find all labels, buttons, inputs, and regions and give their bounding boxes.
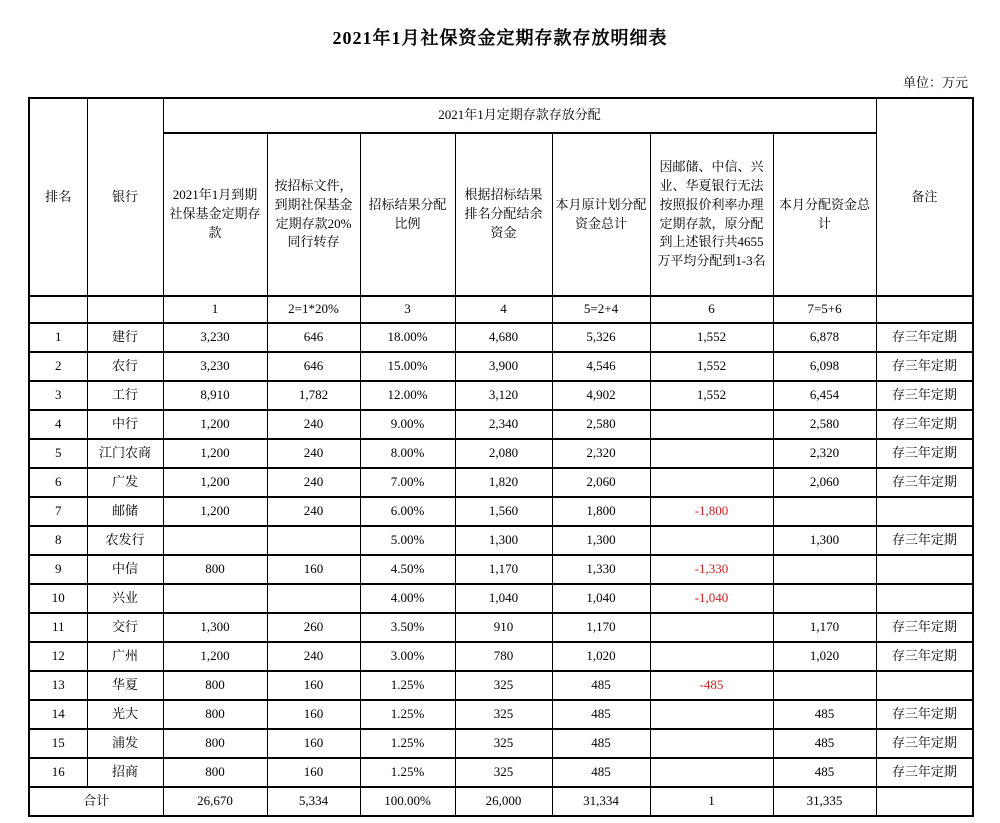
cell-c4: 1,300 [455,526,552,555]
cell-c4: 1,820 [455,468,552,497]
cell-c1: 1,200 [163,410,267,439]
cell-c3: 15.00% [360,352,455,381]
col-header-rank: 排名 [29,98,87,296]
cell-c1 [163,584,267,613]
formula-cell-3: 3 [360,296,455,323]
cell-c3: 4.00% [360,584,455,613]
cell-c6: -1,330 [650,555,773,584]
cell-bank: 广州 [87,642,163,671]
cell-c2: 160 [267,555,360,584]
cell-remark: 存三年定期 [876,439,973,468]
cell-c1 [163,526,267,555]
cell-bank: 广发 [87,468,163,497]
cell-c5: 485 [552,729,650,758]
cell-remark: 存三年定期 [876,642,973,671]
table-row [29,323,973,352]
cell-c4: 2,340 [455,410,552,439]
deposit-allocation-table [28,97,974,817]
cell-bank: 交行 [87,613,163,642]
cell-bank: 中信 [87,555,163,584]
cell-remark [876,555,973,584]
cell-c5: 5,326 [552,323,650,352]
cell-c2 [267,526,360,555]
cell-bank: 农行 [87,352,163,381]
cell-bank: 光大 [87,700,163,729]
cell-rank: 5 [29,439,87,468]
total-c6: 1 [650,787,773,816]
cell-remark [876,671,973,700]
cell-remark: 存三年定期 [876,758,973,787]
cell-bank: 农发行 [87,526,163,555]
cell-c1: 1,200 [163,439,267,468]
formula-cell-7: 7=5+6 [773,296,876,323]
table-row [29,381,973,410]
cell-c7: 485 [773,700,876,729]
cell-remark: 存三年定期 [876,323,973,352]
cell-remark: 存三年定期 [876,729,973,758]
page-title: 2021年1月社保资金定期存款存放明细表 [332,28,668,48]
cell-c2: 240 [267,439,360,468]
formula-cell-bank [87,296,163,323]
cell-rank: 1 [29,323,87,352]
formula-cell-5: 5=2+4 [552,296,650,323]
cell-remark [876,584,973,613]
cell-c2: 646 [267,352,360,381]
formula-row [29,296,973,323]
table-row [29,555,973,584]
cell-c6: 1,552 [650,323,773,352]
table-row [29,497,973,526]
cell-bank: 邮储 [87,497,163,526]
cell-c6 [650,613,773,642]
cell-c7: 6,454 [773,381,876,410]
cell-rank: 8 [29,526,87,555]
cell-c5: 4,546 [552,352,650,381]
cell-c6 [650,468,773,497]
cell-c4: 1,040 [455,584,552,613]
table-row [29,642,973,671]
total-c4: 26,000 [455,787,552,816]
cell-remark: 存三年定期 [876,410,973,439]
formula-cell-4: 4 [455,296,552,323]
cell-c5: 1,800 [552,497,650,526]
table-row [29,671,973,700]
cell-c4: 4,680 [455,323,552,352]
cell-c3: 4.50% [360,555,455,584]
cell-c2: 646 [267,323,360,352]
cell-c6 [650,439,773,468]
cell-c7: 6,878 [773,323,876,352]
cell-c3: 6.00% [360,497,455,526]
cell-bank: 中行 [87,410,163,439]
table-row [29,352,973,381]
cell-c7: 485 [773,729,876,758]
cell-c5: 1,040 [552,584,650,613]
col-header-surplus-by-rank: 根据招标结果排名分配结余资金 [455,133,552,296]
cell-c4: 325 [455,729,552,758]
cell-c3: 3.50% [360,613,455,642]
cell-c6: 1,552 [650,352,773,381]
cell-c4: 1,170 [455,555,552,584]
col-header-planned-total: 本月原计划分配资金总计 [552,133,650,296]
cell-remark: 存三年定期 [876,613,973,642]
cell-c5: 4,902 [552,381,650,410]
cell-c4: 780 [455,642,552,671]
cell-c4: 1,560 [455,497,552,526]
cell-c4: 325 [455,671,552,700]
cell-c6 [650,642,773,671]
cell-bank: 华夏 [87,671,163,700]
cell-rank: 13 [29,671,87,700]
cell-c4: 910 [455,613,552,642]
cell-c3: 7.00% [360,468,455,497]
formula-cell-remark [876,296,973,323]
cell-c1: 800 [163,700,267,729]
cell-c5: 1,330 [552,555,650,584]
table-row [29,526,973,555]
cell-c5: 2,060 [552,468,650,497]
cell-rank: 4 [29,410,87,439]
cell-c3: 1.25% [360,758,455,787]
table-row [29,468,973,497]
total-c2: 5,334 [267,787,360,816]
cell-remark: 存三年定期 [876,526,973,555]
cell-c4: 325 [455,758,552,787]
col-header-maturing-deposits: 2021年1月到期社保基金定期存款 [163,133,267,296]
cell-c1: 800 [163,671,267,700]
cell-c6 [650,700,773,729]
cell-c7: 1,300 [773,526,876,555]
cell-c6 [650,729,773,758]
cell-c2: 160 [267,700,360,729]
cell-c1: 800 [163,729,267,758]
cell-c6 [650,526,773,555]
cell-c7: 1,170 [773,613,876,642]
cell-c2: 240 [267,642,360,671]
cell-c7: 2,580 [773,410,876,439]
formula-cell-rank [29,296,87,323]
cell-rank: 2 [29,352,87,381]
cell-c4: 3,900 [455,352,552,381]
cell-c2: 260 [267,613,360,642]
col-header-20pct-redeposit: 按招标文件，到期社保基金定期存款20%同行转存 [267,133,360,296]
cell-c6: 1,552 [650,381,773,410]
cell-c2 [267,584,360,613]
cell-rank: 10 [29,584,87,613]
cell-c7 [773,584,876,613]
cell-c7: 1,020 [773,642,876,671]
cell-bank: 工行 [87,381,163,410]
cell-bank: 浦发 [87,729,163,758]
cell-rank: 11 [29,613,87,642]
cell-c5: 485 [552,700,650,729]
cell-rank: 7 [29,497,87,526]
cell-rank: 15 [29,729,87,758]
cell-c6 [650,758,773,787]
table-row [29,439,973,468]
unit-label: 单位：万元 [902,75,968,90]
cell-c2: 240 [267,410,360,439]
formula-cell-1: 1 [163,296,267,323]
cell-c7: 6,098 [773,352,876,381]
cell-remark: 存三年定期 [876,700,973,729]
table-row [29,584,973,613]
cell-c3: 12.00% [360,381,455,410]
header-row-top [29,98,973,133]
cell-bank: 建行 [87,323,163,352]
cell-remark: 存三年定期 [876,381,973,410]
cell-c7: 2,320 [773,439,876,468]
cell-c3: 1.25% [360,729,455,758]
cell-c5: 485 [552,758,650,787]
cell-c6: -485 [650,671,773,700]
cell-c3: 8.00% [360,439,455,468]
cell-bank: 江门农商 [87,439,163,468]
col-header-bid-ratio: 招标结果分配比例 [360,133,455,296]
cell-c3: 3.00% [360,642,455,671]
col-header-reallocation-note: 因邮储、中信、兴业、华夏银行无法按照报价利率办理定期存款，原分配到上述银行共4655万平均分配到1-3名 [650,133,773,296]
cell-c1: 1,200 [163,468,267,497]
total-c5: 31,334 [552,787,650,816]
cell-rank: 9 [29,555,87,584]
col-header-remark: 备注 [876,98,973,296]
cell-c5: 485 [552,671,650,700]
cell-c3: 5.00% [360,526,455,555]
cell-remark: 存三年定期 [876,468,973,497]
merged-group-header: 2021年1月定期存款存放分配 [163,98,876,133]
cell-c2: 160 [267,729,360,758]
cell-rank: 16 [29,758,87,787]
cell-bank: 招商 [87,758,163,787]
cell-c2: 1,782 [267,381,360,410]
cell-c3: 18.00% [360,323,455,352]
total-c3: 100.00% [360,787,455,816]
table-row [29,700,973,729]
cell-c5: 1,300 [552,526,650,555]
cell-c4: 2,080 [455,439,552,468]
cell-c6 [650,410,773,439]
col-header-bank: 银行 [87,98,163,296]
cell-c7 [773,671,876,700]
cell-c3: 1.25% [360,700,455,729]
cell-c4: 3,120 [455,381,552,410]
cell-c5: 2,580 [552,410,650,439]
cell-c6: -1,040 [650,584,773,613]
cell-c1: 1,200 [163,497,267,526]
cell-remark [876,497,973,526]
cell-c6: -1,800 [650,497,773,526]
cell-c7: 2,060 [773,468,876,497]
table-row [29,410,973,439]
cell-c7: 485 [773,758,876,787]
total-label: 合计 [29,787,163,816]
cell-c1: 8,910 [163,381,267,410]
total-c1: 26,670 [163,787,267,816]
cell-rank: 3 [29,381,87,410]
total-row [29,787,973,816]
cell-c2: 240 [267,497,360,526]
cell-c2: 240 [267,468,360,497]
cell-c3: 9.00% [360,410,455,439]
table-row [29,758,973,787]
cell-rank: 12 [29,642,87,671]
cell-c2: 160 [267,758,360,787]
cell-c7 [773,497,876,526]
cell-c1: 800 [163,555,267,584]
cell-c5: 2,320 [552,439,650,468]
col-header-month-total: 本月分配资金总计 [773,133,876,296]
formula-cell-2: 2=1*20% [267,296,360,323]
formula-cell-6: 6 [650,296,773,323]
cell-c4: 325 [455,700,552,729]
cell-c1: 3,230 [163,323,267,352]
cell-c5: 1,020 [552,642,650,671]
cell-c3: 1.25% [360,671,455,700]
cell-c7 [773,555,876,584]
cell-c5: 1,170 [552,613,650,642]
cell-remark: 存三年定期 [876,352,973,381]
table-body [29,323,973,816]
table-row [29,613,973,642]
cell-c1: 3,230 [163,352,267,381]
cell-rank: 6 [29,468,87,497]
total-c7: 31,335 [773,787,876,816]
cell-bank: 兴业 [87,584,163,613]
cell-rank: 14 [29,700,87,729]
cell-c1: 800 [163,758,267,787]
table-row [29,729,973,758]
cell-c1: 1,300 [163,613,267,642]
total-remark [876,787,973,816]
cell-c1: 1,200 [163,642,267,671]
header-row-columns [29,133,973,296]
cell-c2: 160 [267,671,360,700]
